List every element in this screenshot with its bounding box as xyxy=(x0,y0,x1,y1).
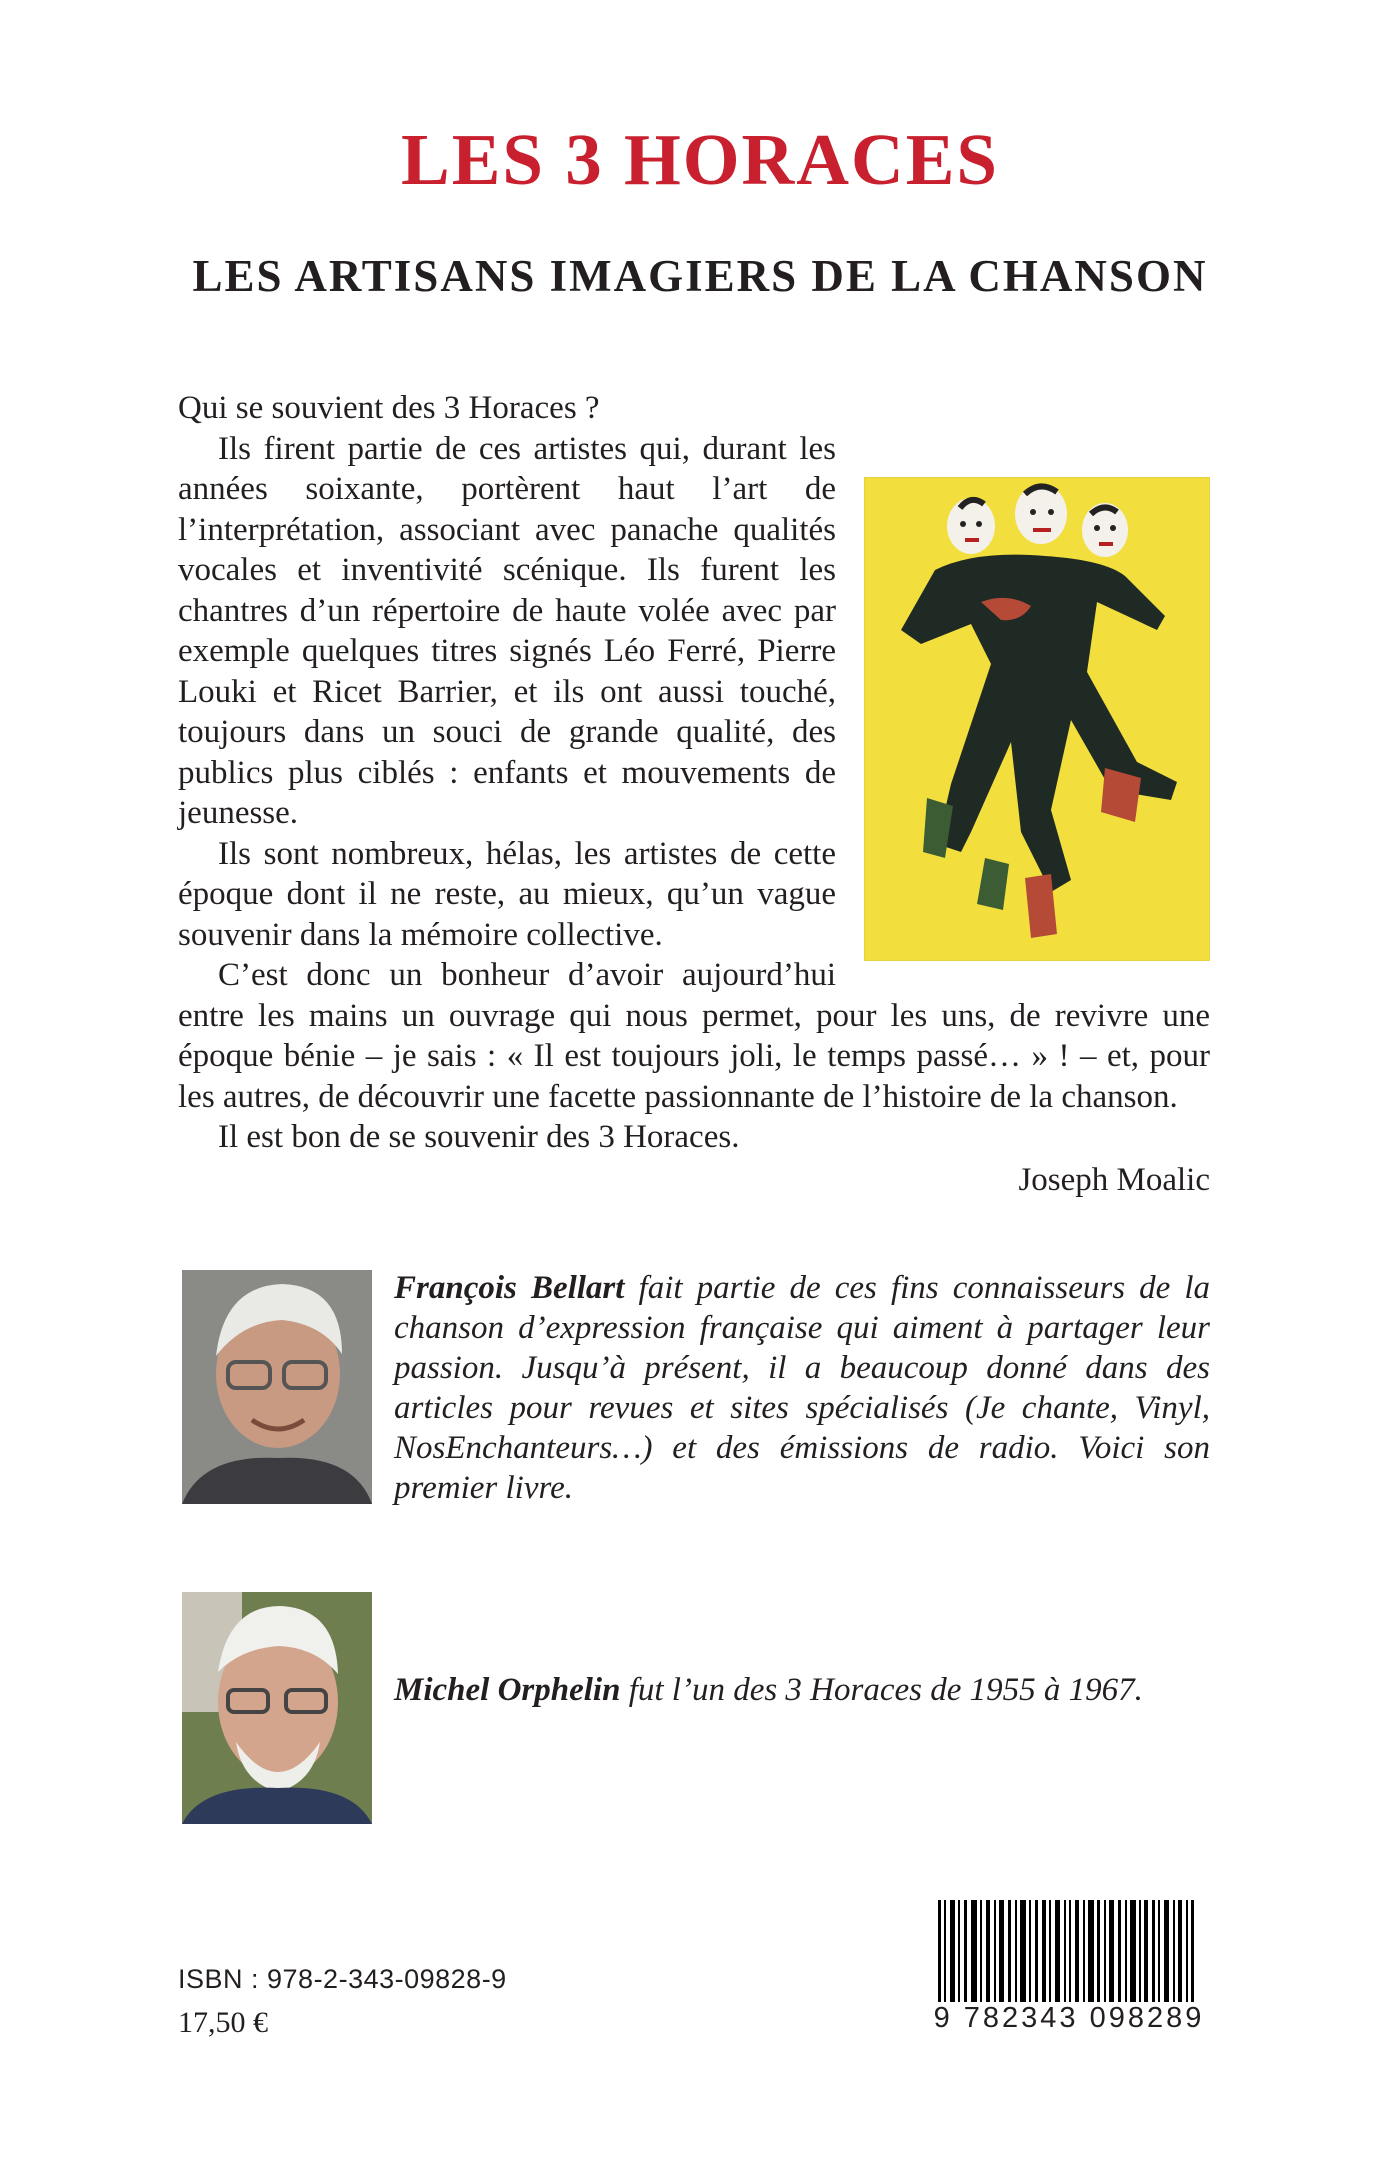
author-bio-orphelin xyxy=(182,1590,1210,1824)
mimes-illustration xyxy=(865,478,1209,960)
book-title: LES 3 HORACES xyxy=(401,119,999,200)
author-name: François Bellart xyxy=(394,1270,625,1306)
blurb-paragraph: Il est bon de se souvenir des 3 Horaces. xyxy=(218,1119,740,1155)
mimes-photo xyxy=(864,477,1210,961)
portrait-illustration xyxy=(182,1270,372,1504)
price-label: 17,50 € xyxy=(178,2006,268,2039)
author-bio: fait partie de ces fins connaisseurs de la chanson d’expression française qui aiment à partager leur passion. Jusqu’à présent, il a beaucoup donné dans des articles pour revues et sites spécialisés (Je chante, Vinyl, NosEnchanteurs…) et des émissions de radio. Voici son premier livre. xyxy=(394,1270,1210,1506)
blurb-paragraph: Qui se souvient des 3 Horaces ? xyxy=(178,390,600,426)
back-cover-blurb xyxy=(178,388,1210,1200)
blurb-paragraph: C’est donc un bonheur d’avoir aujourd’hui entre les mains un ouvrage qui nous permet, pour les uns, de revivre une époque bénie – je sais : « Il est toujours joli, le temps passé… » ! – et, pour les autres, de découvrir une facette passionnante de l’histoire de la chanson. xyxy=(178,957,1210,1115)
blurb-signature: Joseph Moalic xyxy=(1018,1161,1210,1198)
blurb-paragraph: Ils firent partie de ces artistes qui, durant les années soixante, portèrent haut l’art de l’interprétation, associant avec panache qualités vocales et inventivité scénique. Ils furent les chantres d’un répertoire de haute volée avec par exemple quelques titres signés Léo Ferré, Pierre Louki et Ricet Barrier, et ils ont aussi touché, toujours dans un souci de grande qualité, des publics plus ciblés : enfants et mouvements de jeunesse. xyxy=(178,430,836,831)
book-subtitle: LES ARTISANS IMAGIERS DE LA CHANSON xyxy=(192,251,1208,301)
author-photo-orphelin xyxy=(182,1592,372,1824)
portrait-illustration xyxy=(182,1592,372,1824)
blurb-paragraph: Ils sont nombreux, hélas, les artistes de cette époque dont il ne reste, au mieux, qu’un vague souvenir dans la mémoire collective. xyxy=(178,835,836,953)
isbn-label: ISBN : 978-2-343-09828-9 xyxy=(178,1964,507,1994)
barcode-digits: 9 782343 098289 xyxy=(928,2002,1210,2035)
author-name: Michel Orphelin xyxy=(394,1672,621,1708)
author-bio: fut l’un des 3 Horaces de 1955 à 1967. xyxy=(628,1672,1143,1708)
author-bio-bellart xyxy=(182,1268,1210,1508)
author-photo-bellart xyxy=(182,1270,372,1504)
